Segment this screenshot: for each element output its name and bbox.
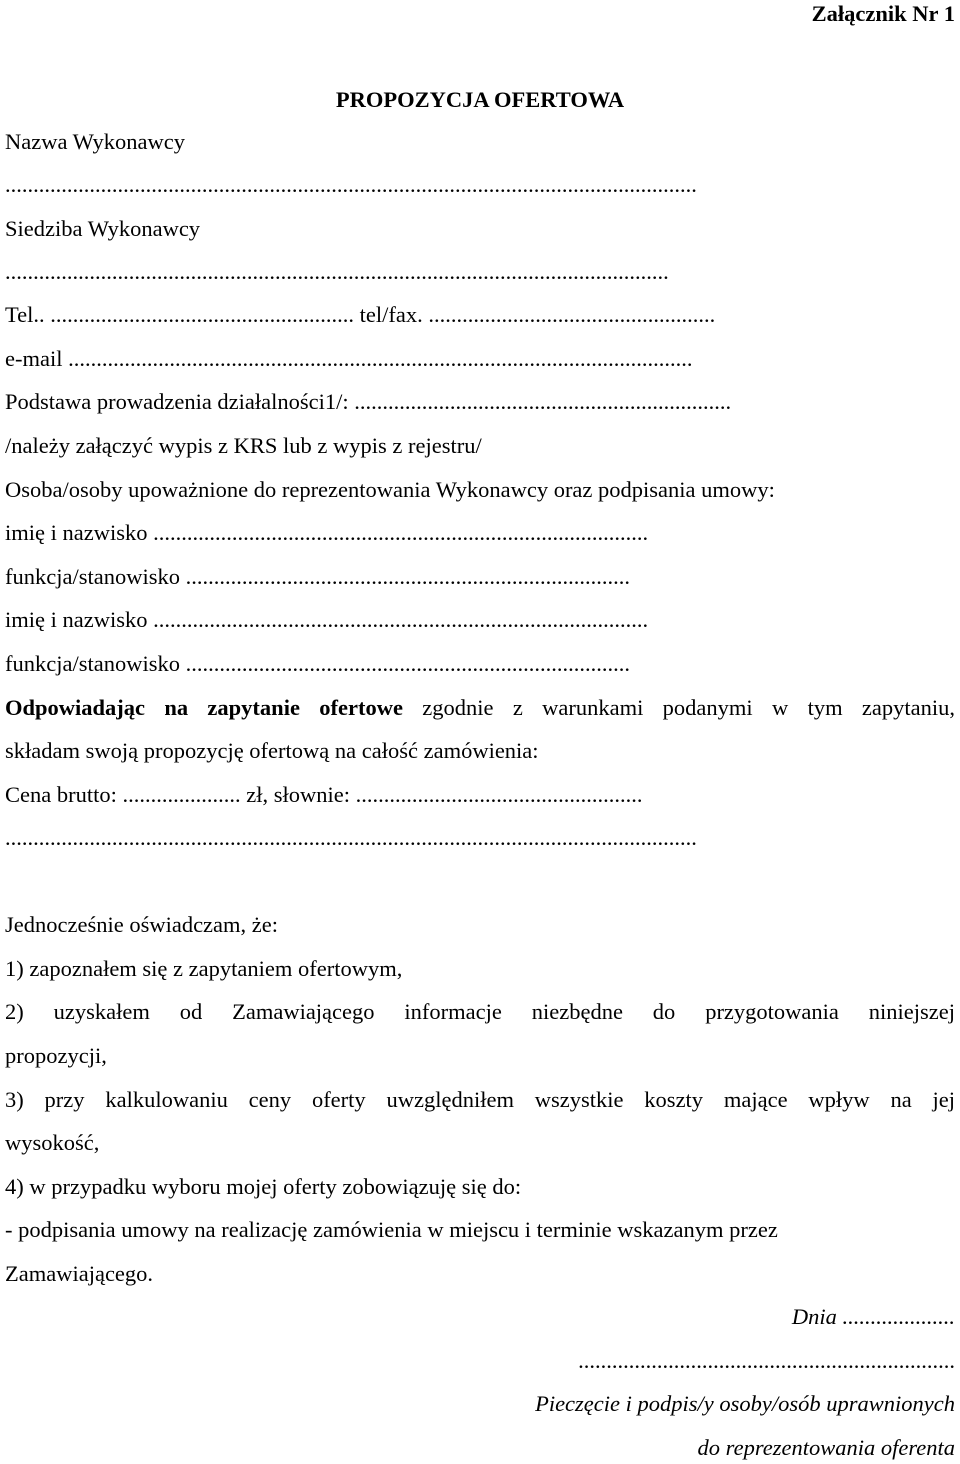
contractor-seat-label: Siedziba Wykonawcy [5, 216, 201, 241]
attachment-label: Załącznik Nr 1 [811, 1, 955, 26]
document-title: PROPOZYCJA OFERTOWA [335, 87, 625, 112]
signature-caption-line1: Pieczęcie i podpis/y osoby/osób uprawnionych [535, 1391, 955, 1416]
authorized-persons-label: Osoba/osoby upoważnione do reprezentowania Wykonawcy oraz podpisania umowy: [5, 477, 775, 502]
person1-function-line: funkcja/stanowisko ............................................................................... [5, 564, 630, 589]
gross-price-line: Cena brutto: ..................... zł, słownie: ................................................... [5, 782, 643, 807]
declaration-item-4-sub-line2: Zamawiającego. [5, 1261, 154, 1286]
business-basis-note: /należy załączyć wypis z KRS lub z wypis z rejestru/ [5, 433, 482, 458]
tel-fax-line: Tel.. ...................................................... tel/fax. ................................................... [5, 302, 716, 327]
contractor-name-label: Nazwa Wykonawcy [5, 129, 186, 154]
email-line: e-mail ............................................................................................................... [5, 346, 693, 371]
declaration-item-3-line1: 3) przy kalkulowaniu ceny oferty uwzględniłem wszystkie koszty mające wpływ na jej [5, 1087, 955, 1112]
signature-dots: ................................................................... [578, 1348, 955, 1373]
offer-intro-line1 [5, 694, 955, 722]
declaration-item-4-sub-line1: - podpisania umowy na realizację zamówienia w miejscu i terminie wskazanym przez [5, 1217, 778, 1242]
signature-caption-line2: do reprezentowania oferenta [697, 1435, 955, 1460]
person2-name-line: imię i nazwisko ........................................................................................ [5, 607, 649, 632]
offer-intro-rest: zgodnie z warunkami podanymi w tym zapytaniu, [402, 695, 955, 720]
contractor-seat-dots: ...................................................................................................................... [5, 259, 669, 284]
signature-date: Dnia .................... [791, 1304, 955, 1329]
person1-name-line: imię i nazwisko ........................................................................................ [5, 520, 649, 545]
price-words-dots: ........................................................................................................................... [5, 825, 697, 850]
declaration-item-1: 1) zapoznałem się z zapytaniem ofertowym, [5, 956, 403, 981]
declaration-item-2-line1: 2) uzyskałem od Zamawiającego informacje niezbędne do przygotowania niniejszej [5, 999, 955, 1024]
offer-intro-line2: składam swoją propozycję ofertową na całość zamówienia: [5, 738, 539, 763]
signature-date-line [792, 1303, 955, 1331]
declarations-heading: Jednocześnie oświadczam, że: [5, 912, 278, 937]
declaration-item-2-line2: propozycji, [5, 1043, 107, 1068]
business-basis-line: Podstawa prowadzenia działalności1/: ................................................................... [5, 389, 732, 414]
contractor-name-dots: ........................................................................................................................... [5, 172, 697, 197]
person2-function-line: funkcja/stanowisko ............................................................................... [5, 651, 630, 676]
offer-intro-bold: Odpowiadając na zapytanie ofertowe [5, 695, 403, 720]
declaration-item-4: 4) w przypadku wyboru mojej oferty zobowiązuję się do: [5, 1174, 522, 1199]
declaration-item-3-line2: wysokość, [5, 1130, 100, 1155]
